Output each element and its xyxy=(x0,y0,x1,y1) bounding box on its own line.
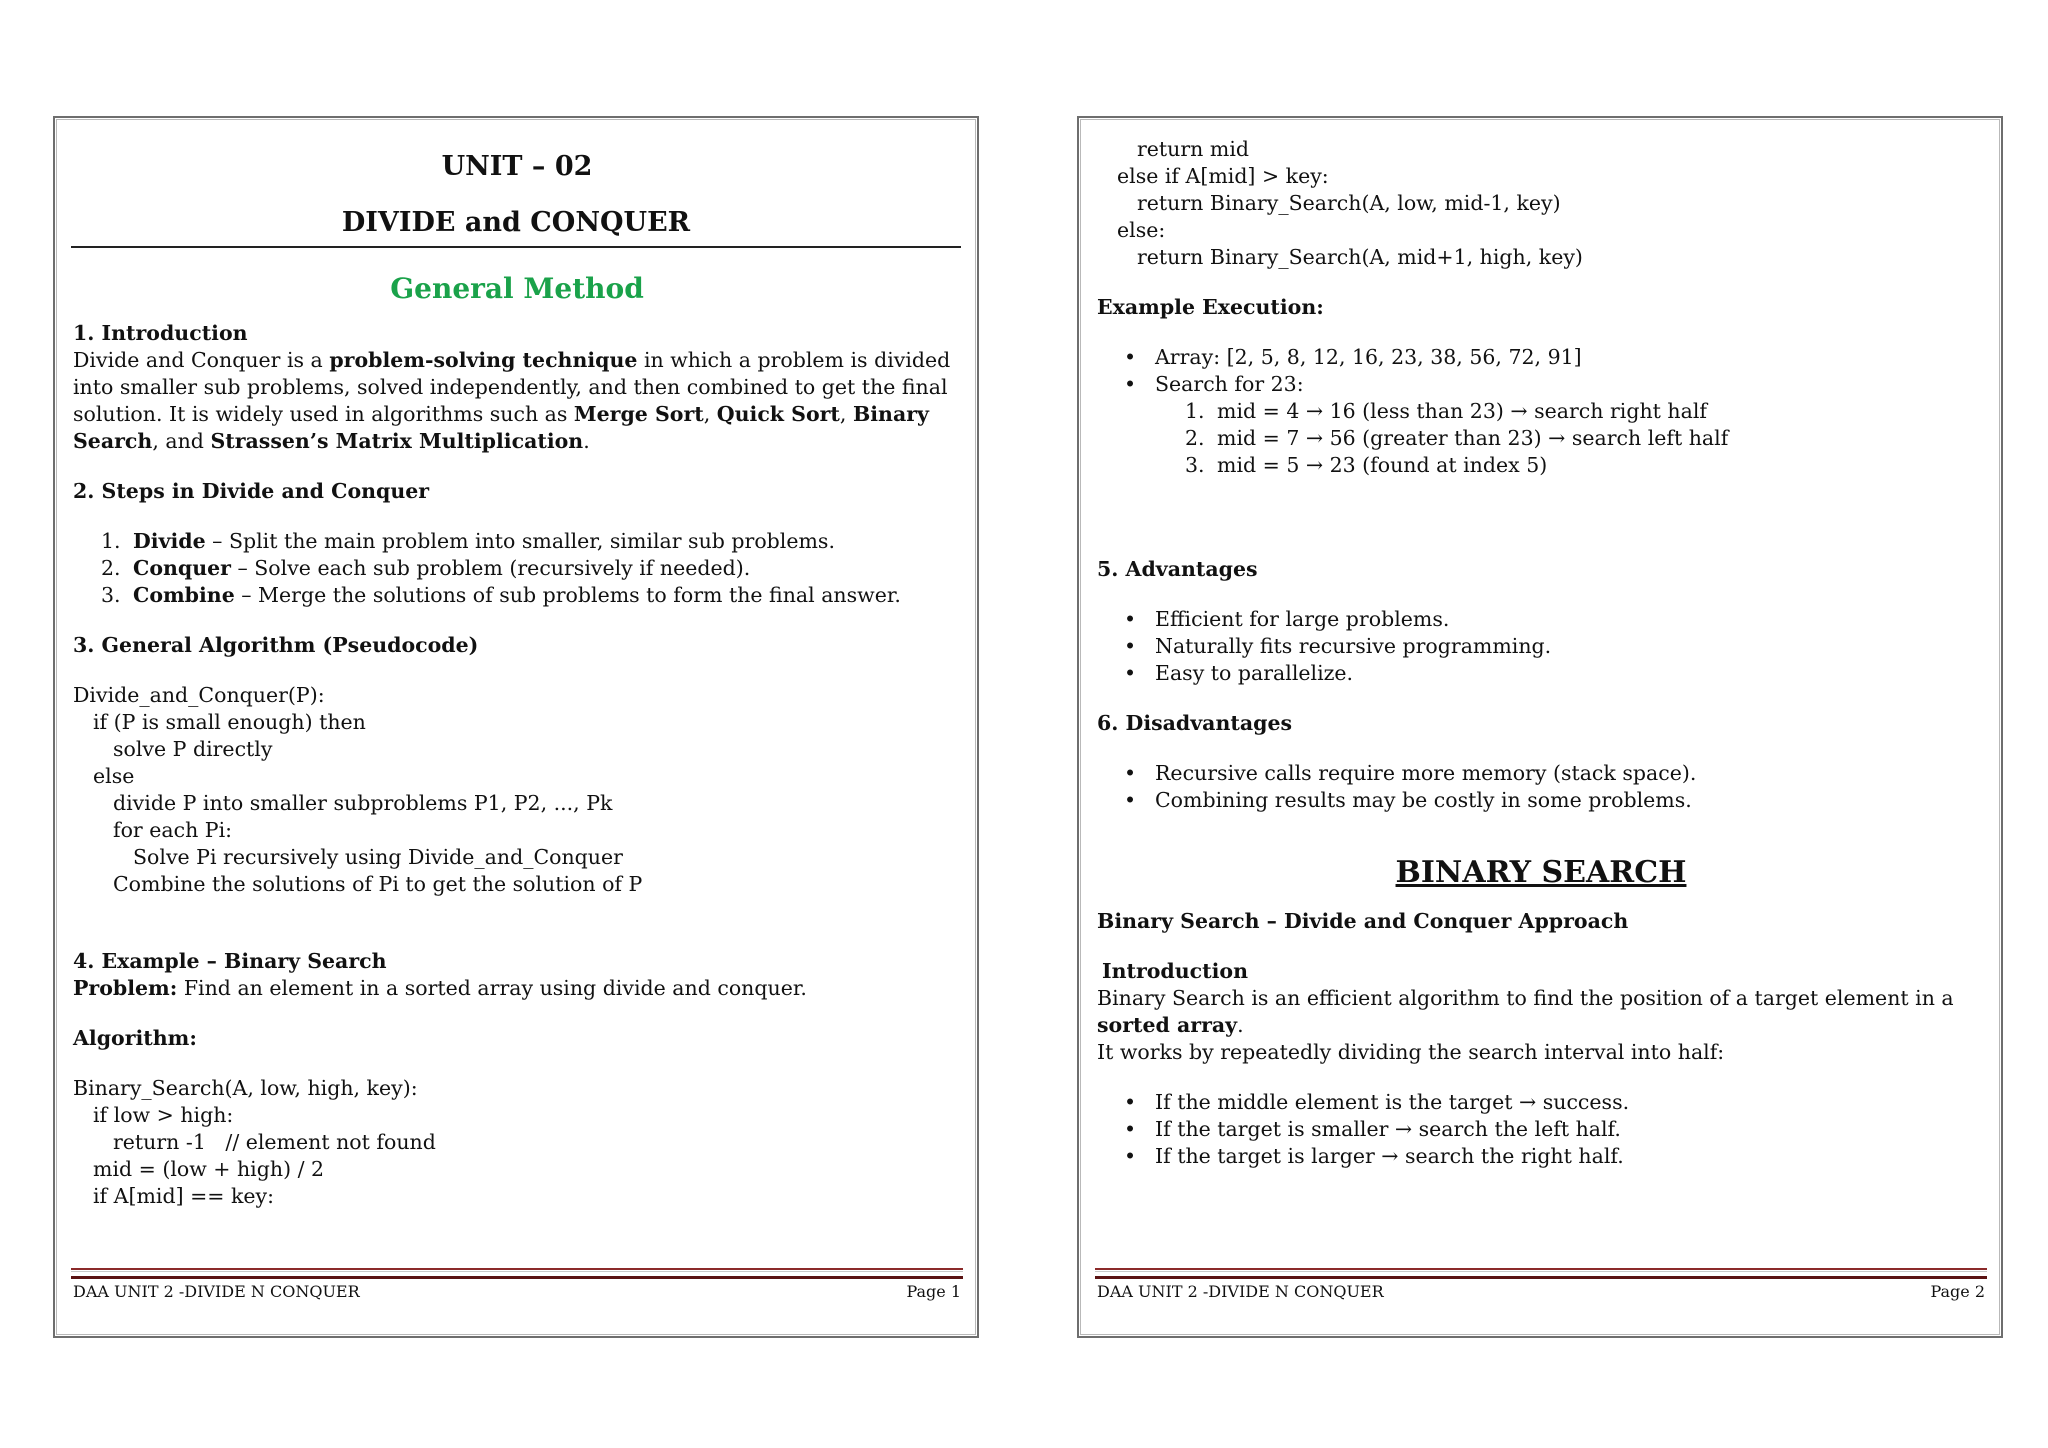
list-item: • Easy to parallelize. xyxy=(1097,660,1985,687)
page-number: Page 1 xyxy=(906,1282,961,1301)
list-item xyxy=(1097,452,1985,479)
list-number: 3. xyxy=(1185,453,1205,477)
intro-bold: sorted array xyxy=(1097,1013,1238,1037)
intro-bold: Merge Sort xyxy=(573,402,704,426)
binary-search-intro xyxy=(1097,985,1985,1039)
code-line: return -1 // element not found xyxy=(113,1130,436,1154)
search-step-text: mid = 7 → 56 (greater than 23) → search left half xyxy=(1217,426,1729,450)
heading-example-binary-search: 4. Example – Binary Search xyxy=(73,949,387,973)
intro-text: , xyxy=(703,402,717,426)
step-text: – Split the main problem into smaller, similar sub problems. xyxy=(205,529,835,553)
code-line: return mid xyxy=(1137,137,1250,161)
footer-title: DAA UNIT 2 -DIVIDE N CONQUER xyxy=(1097,1282,1384,1301)
code-line: Solve Pi recursively using Divide_and_Conquer xyxy=(133,845,623,869)
code-line: if A[mid] == key: xyxy=(93,1184,275,1208)
search-step-text: mid = 4 → 16 (less than 23) → search right half xyxy=(1217,399,1707,423)
problem-label: Problem: xyxy=(73,976,178,1000)
heading-introduction: 1. Introduction xyxy=(73,321,248,345)
pseudocode-block xyxy=(73,682,961,898)
list-number: 3. xyxy=(101,583,121,607)
list-item: • If the target is smaller → search the left half. xyxy=(1097,1116,1985,1143)
list-item: • If the target is larger → search the right half. xyxy=(1097,1143,1985,1170)
list-number: 1. xyxy=(101,529,121,553)
code-line: for each Pi: xyxy=(113,818,233,842)
search-steps-list xyxy=(1097,398,1985,479)
list-item xyxy=(73,528,961,555)
footer-title: DAA UNIT 2 -DIVIDE N CONQUER xyxy=(73,1282,360,1301)
binary-search-title: BINARY SEARCH xyxy=(1395,855,1687,890)
heading-steps: 2. Steps in Divide and Conquer xyxy=(73,479,430,503)
binary-search-code xyxy=(73,1075,961,1210)
list-item: • Naturally fits recursive programming. xyxy=(1097,633,1985,660)
intro-paragraph xyxy=(73,347,961,455)
footer-divider xyxy=(71,1268,963,1279)
intro-text: . xyxy=(583,429,590,453)
list-item xyxy=(73,555,961,582)
intro-bold: Binary Search xyxy=(73,402,929,453)
code-line: else xyxy=(93,764,135,788)
step-text: – Solve each sub problem (recursively if needed). xyxy=(230,556,751,580)
intro-text: , and xyxy=(152,429,211,453)
algorithm-label: Algorithm: xyxy=(73,1026,197,1050)
list-item: • Recursive calls require more memory (stack space). xyxy=(1097,760,1985,787)
page-1-content xyxy=(73,136,961,1251)
intro-text: Binary Search is an efficient algorithm to find the position of a target element in a xyxy=(1097,986,1954,1010)
heading-binary-search-approach: Binary Search – Divide and Conquer Approach xyxy=(1097,909,1629,933)
binary-search-code-continued xyxy=(1097,136,1985,271)
intro-bold: Quick Sort xyxy=(716,402,840,426)
list-item xyxy=(73,582,961,609)
code-line: Binary_Search(A, low, high, key): xyxy=(73,1076,418,1100)
code-line: Combine the solutions of Pi to get the solution of P xyxy=(113,872,643,896)
page-1 xyxy=(53,116,979,1338)
intro-bold: problem-solving technique xyxy=(329,348,638,372)
problem-text: Find an element in a sorted array using divide and conquer. xyxy=(177,976,807,1000)
list-item: • If the middle element is the target → success. xyxy=(1097,1089,1985,1116)
intro-text: . xyxy=(1237,1013,1244,1037)
list-item xyxy=(1097,371,1985,398)
list-number: 2. xyxy=(101,556,121,580)
code-line: mid = (low + high) / 2 xyxy=(93,1157,325,1181)
step-term: Divide xyxy=(133,529,206,553)
step-text: – Merge the solutions of sub problems to form the final answer. xyxy=(234,583,901,607)
intro-text: , xyxy=(839,402,853,426)
intro-bold: Strassen’s Matrix Multiplication xyxy=(210,429,584,453)
code-line: Divide_and_Conquer(P): xyxy=(73,683,325,707)
heading-introduction: Introduction xyxy=(1102,959,1248,983)
step-term: Combine xyxy=(133,583,235,607)
list-number: 2. xyxy=(1185,426,1205,450)
heading-general-algorithm: 3. General Algorithm (Pseudocode) xyxy=(73,633,479,657)
list-item: • Array: [2, 5, 8, 12, 16, 23, 38, 56, 72, 91] xyxy=(1097,344,1985,371)
problem-paragraph xyxy=(73,975,961,1002)
page-2-content xyxy=(1097,136,1985,1251)
execution-list xyxy=(1097,344,1985,398)
page-2 xyxy=(1077,116,2003,1338)
binary-search-intro-line-2: It works by repeatedly dividing the search interval into half: xyxy=(1097,1040,1725,1064)
intro-text: in which a problem is divided into smaller sub problems, solved independently, and then combined to get the final solution. It is widely used in algorithms such as xyxy=(73,348,951,426)
code-line: else: xyxy=(1117,218,1166,242)
intro-text: Divide and Conquer is a xyxy=(73,348,330,372)
heading-example-execution: Example Execution: xyxy=(1097,295,1324,319)
list-item: • Combining results may be costly in some problems. xyxy=(1097,787,1985,814)
code-line: solve P directly xyxy=(113,737,273,761)
code-line: if (P is small enough) then xyxy=(93,710,366,734)
code-line: else if A[mid] > key: xyxy=(1117,164,1329,188)
binary-search-points xyxy=(1097,1089,1985,1170)
section-title-general-method: General Method xyxy=(390,272,644,305)
advantages-list xyxy=(1097,606,1985,687)
steps-list xyxy=(73,528,961,609)
unit-title: UNIT – 02 xyxy=(441,151,593,182)
step-term: Conquer xyxy=(133,556,231,580)
heading-advantages: 5. Advantages xyxy=(1097,557,1258,581)
list-number: 1. xyxy=(1185,399,1205,423)
page-number: Page 2 xyxy=(1930,1282,1985,1301)
search-step-text: mid = 5 → 23 (found at index 5) xyxy=(1217,453,1548,477)
disadvantages-list xyxy=(1097,760,1985,814)
footer-divider xyxy=(1095,1268,1987,1279)
search-label: Search for 23: xyxy=(1155,372,1304,396)
code-line: if low > high: xyxy=(93,1103,234,1127)
list-item xyxy=(1097,398,1985,425)
code-line: divide P into smaller subproblems P1, P2, ..., Pk xyxy=(113,791,613,815)
list-item: • Efficient for large problems. xyxy=(1097,606,1985,633)
code-line: return Binary_Search(A, mid+1, high, key) xyxy=(1137,245,1583,269)
chapter-title: DIVIDE and CONQUER xyxy=(71,206,961,248)
heading-disadvantages: 6. Disadvantages xyxy=(1097,711,1293,735)
list-item xyxy=(1097,425,1985,452)
code-line: return Binary_Search(A, low, mid-1, key) xyxy=(1137,191,1561,215)
